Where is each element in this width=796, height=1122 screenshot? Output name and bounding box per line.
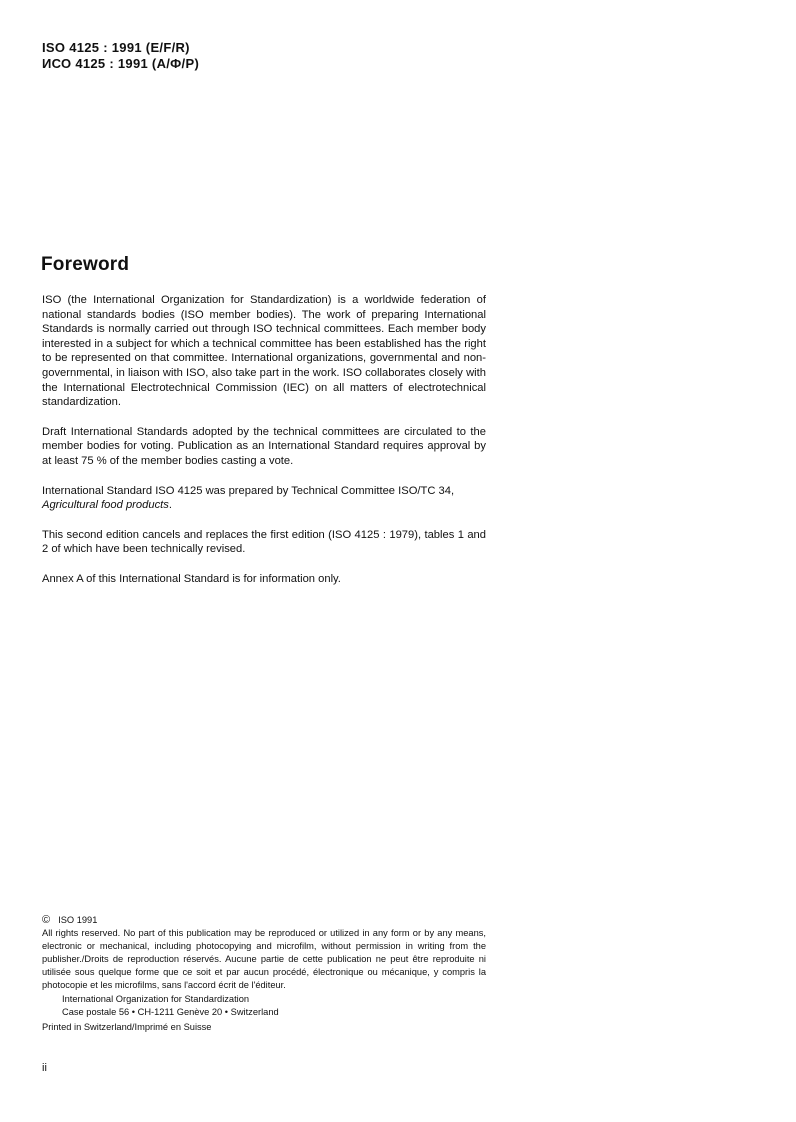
foreword-paragraph-4: This second edition cancels and replaces the first edition (ISO 4125 : 1979), tables 1 and 2 of which have been technically revised. <box>42 528 486 556</box>
copyright-line <box>42 914 486 927</box>
page-number: ii <box>42 1062 47 1074</box>
foreword-paragraph-2: Draft International Standards adopted by the technical committees are circulated to the member bodies for voting. Publication as an International Standard requires approval by at least 75 % of the member bodies casting a vote. <box>42 425 486 467</box>
paragraph-3-text: International Standard ISO 4125 was prepared by Technical Committee ISO/TC 34, <box>42 484 455 497</box>
committee-name: Agricultural food products <box>42 499 169 512</box>
copyright-year: ISO 1991 <box>58 915 98 925</box>
copyright-icon: © <box>42 914 51 926</box>
publisher-address: Case postale 56 • CH-1211 Genève 20 • Switzerland <box>62 1006 279 1017</box>
foreword-paragraph-3 <box>42 484 486 513</box>
document-header <box>42 40 199 72</box>
header-standard-number-russian: ИСО 4125 : 1991 (А/Ф/Р) <box>42 56 200 71</box>
publisher-organization: International Organization for Standardization <box>62 993 250 1004</box>
rights-reserved-notice: All rights reserved. No part of this publication may be reproduced or utilized in any form or by any means, electronic or mechanical, including photocopying and microfilm, without permission in writing from the publisher./Droits de reproduction réservés. Aucune partie de cette publication ne peut être reproduite ni utilisée sous quelque forme que ce soit et par aucun procédé, électronique ou mécanique, y compris la photocopie et les microfilms, sans l'accord écrit de l'éditeur. <box>42 928 486 991</box>
foreword-body <box>42 293 486 602</box>
foreword-paragraph-5: Annex A of this International Standard is for information only. <box>42 572 341 585</box>
paragraph-3-end: . <box>168 499 172 512</box>
copyright-block <box>42 914 486 1034</box>
foreword-paragraph-1: ISO (the International Organization for Standardization) is a worldwide federation of national standards bodies (ISO member bodies). The work of preparing International Standards is normally carried out through ISO technical committees. Each member body interested in a subject for which a technical committee has been established has the right to be represented on that committee. International organizations, governmental and non-governmental, in liaison with ISO, also take part in the work. ISO collaborates closely with the International Electrotechnical Commission (IEC) on all matters of electrotechnical standardization. <box>42 294 486 409</box>
printed-in: Printed in Switzerland/Imprimé en Suisse <box>42 1021 212 1032</box>
header-standard-number: ISO 4125 : 1991 (E/F/R) <box>42 40 190 55</box>
page-title: Foreword <box>41 254 130 275</box>
